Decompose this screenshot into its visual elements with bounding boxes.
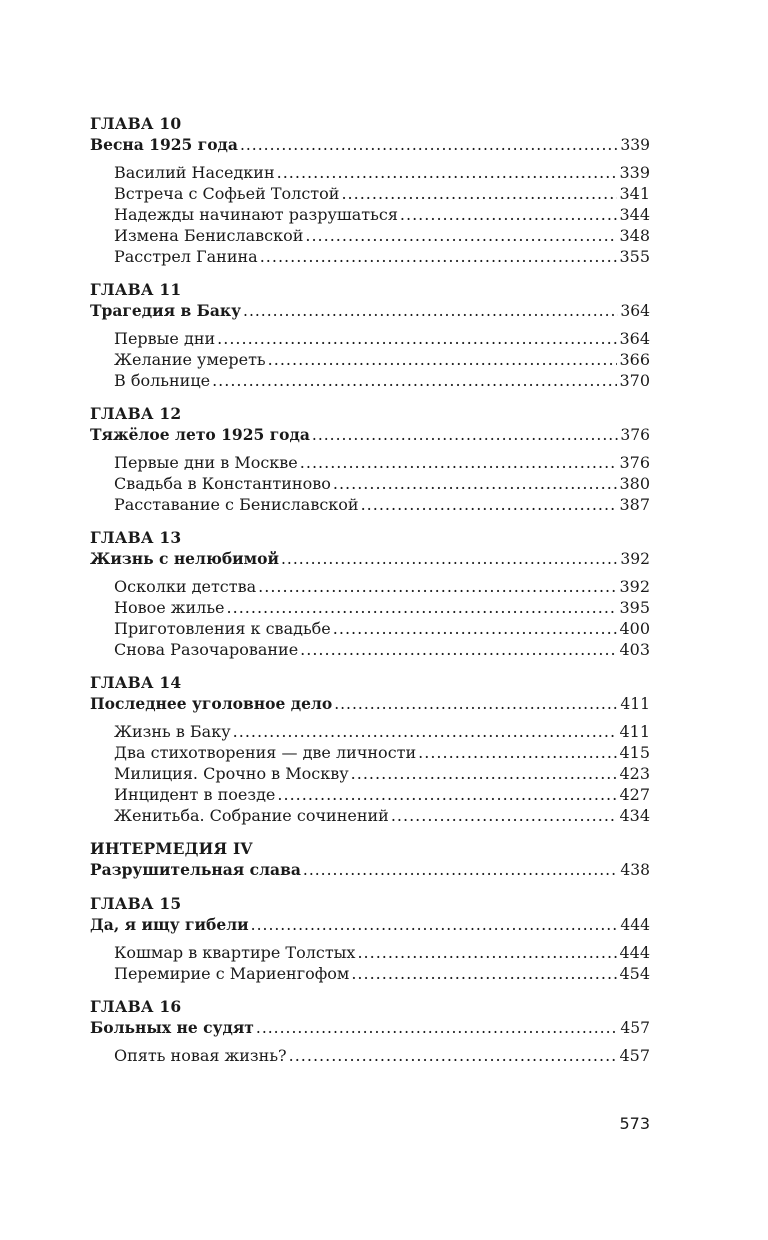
section-title: Два стихотворения — две личности [114,743,417,762]
page-ref: 427 [619,785,650,804]
chapter-label: ГЛАВА 15 [90,894,182,913]
page-ref: 434 [619,806,650,825]
dot-leader [243,301,618,322]
section-row[interactable] [90,576,650,597]
chapter-label: ГЛАВА 14 [90,673,182,692]
section-row[interactable] [90,370,650,391]
page-ref: 387 [619,495,650,514]
toc-chapter [90,996,650,1066]
page-ref: 457 [619,1046,650,1065]
page-number: 573 [619,1114,650,1133]
section-title: Измена Бениславской [114,226,304,245]
chapter-label: ГЛАВА 13 [90,528,182,547]
chapter-label: ГЛАВА 12 [90,404,182,423]
dot-leader [268,349,618,370]
chapter-title: Больных не судят [90,1018,254,1037]
dot-leader [260,246,618,267]
page-ref: 438 [620,861,650,879]
chapter-label: ИНТЕРМЕДИЯ IV [90,839,253,858]
dot-leader [217,328,617,349]
dot-leader [233,721,618,742]
dot-leader [258,576,617,597]
toc-chapter [90,279,650,391]
page-ref: 411 [619,722,650,741]
page-ref: 348 [619,226,650,245]
chapter-title: Последнее уголовное дело [90,694,333,713]
page-ref: 339 [619,163,650,182]
page-ref: 423 [619,764,650,783]
dot-leader [240,135,618,156]
page-ref: 403 [619,640,650,659]
dot-leader [341,183,617,204]
section-row[interactable] [90,963,650,984]
section-title: Надежды начинают разрушаться [114,205,398,224]
section-row[interactable] [90,805,650,826]
section-row[interactable] [90,618,650,639]
toc-chapter [90,838,650,881]
page-ref: 344 [619,205,650,224]
toc-chapter [90,527,650,660]
section-row[interactable] [90,183,650,204]
section-title: Василий Наседкин [114,163,275,182]
section-row[interactable] [90,742,650,763]
dot-leader [227,597,618,618]
chapter-label: ГЛАВА 16 [90,997,182,1016]
section-title: Жизнь в Баку [114,722,231,741]
section-title: Инцидент в поезде [114,785,276,804]
toc-chapter [90,113,650,267]
section-title: Женитьба. Собрание сочинений [114,806,389,825]
dot-leader [418,742,617,763]
section-row[interactable] [90,473,650,494]
page-ref: 341 [619,184,650,203]
section-title: Опять новая жизнь? [114,1046,287,1065]
page-ref: 380 [619,474,650,493]
page-ref: 415 [619,743,650,762]
toc-chapter [90,403,650,515]
chapter-title-row[interactable] [90,300,650,322]
dot-leader [312,425,619,446]
chapter-title-row[interactable] [90,424,650,446]
page-ref: 355 [619,247,650,266]
dot-leader [357,942,617,963]
page-ref: 444 [620,916,650,934]
dot-leader [303,860,619,881]
chapter-title: Тяжёлое лето 1925 года [90,425,310,444]
dot-leader [289,1045,618,1066]
section-title: Расставание с Бениславской [114,495,359,514]
dot-leader [305,225,617,246]
page-ref: 370 [619,371,650,390]
chapter-title: Да, я ищу гибели [90,915,249,934]
section-title: Новое жилье [114,598,225,617]
page-ref: 366 [619,350,650,369]
section-title: Осколки детства [114,577,257,596]
section-title: В больнице [114,371,211,390]
section-row[interactable] [90,225,650,246]
page-ref: 411 [620,695,650,713]
chapter-label: ГЛАВА 10 [90,114,182,133]
dot-leader [333,473,618,494]
page-ref: 395 [619,598,650,617]
toc-chapter [90,893,650,984]
section-title: Первые дни в Москве [114,453,298,472]
page-ref: 339 [620,136,650,154]
section-title: Свадьба в Константиново [114,474,331,493]
section-row[interactable] [90,162,650,183]
chapter-title: Жизнь с нелюбимой [90,549,279,568]
page-ref: 392 [620,550,650,568]
chapter-label: ГЛАВА 11 [90,280,182,299]
dot-leader [391,805,618,826]
section-row[interactable] [90,942,650,963]
table-of-contents [90,113,650,1078]
dot-leader [277,784,617,805]
dot-leader [300,639,617,660]
page-ref: 400 [619,619,650,638]
page-ref: 454 [619,964,650,983]
page-ref: 444 [619,943,650,962]
section-row[interactable] [90,328,650,349]
dot-leader [351,763,618,784]
dot-leader [277,162,618,183]
dot-leader [256,1018,619,1039]
section-title: Кошмар в квартире Толстых [114,943,356,962]
chapter-title-row[interactable] [90,1017,650,1039]
chapter-title: Весна 1925 года [90,135,238,154]
section-row[interactable] [90,349,650,370]
page-ref: 376 [619,453,650,472]
chapter-title: Разрушительная слава [90,860,301,879]
chapter-title-row[interactable] [90,914,650,936]
page-ref: 376 [620,426,650,444]
section-row[interactable] [90,246,650,267]
page-ref: 457 [620,1019,650,1037]
page-ref: 392 [619,577,650,596]
section-row[interactable] [90,784,650,805]
section-title: Расстрел Ганина [114,247,258,266]
section-title: Перемирие с Мариенгофом [114,964,350,983]
dot-leader [251,915,619,936]
dot-leader [334,694,618,715]
section-title: Желание умереть [114,350,266,369]
dot-leader [212,370,617,391]
dot-leader [400,204,618,225]
section-row[interactable] [90,494,650,515]
section-row[interactable] [90,204,650,225]
chapter-title-row[interactable] [90,859,650,881]
dot-leader [300,452,618,473]
section-title: Милиция. Срочно в Москву [114,764,349,783]
section-row[interactable] [90,721,650,742]
section-title: Встреча с Софьей Толстой [114,184,340,203]
section-title: Снова Разочарование [114,640,299,659]
chapter-title: Трагедия в Баку [90,301,242,320]
section-row[interactable] [90,763,650,784]
dot-leader [333,618,618,639]
chapter-title-row[interactable] [90,134,650,156]
toc-chapter [90,672,650,826]
section-row[interactable] [90,639,650,660]
section-row[interactable] [90,597,650,618]
page-ref: 364 [620,302,650,320]
dot-leader [361,494,618,515]
section-title: Приготовления к свадьбе [114,619,331,638]
section-row[interactable] [90,452,650,473]
dot-leader [351,963,617,984]
page-ref: 364 [619,329,650,348]
section-row[interactable] [90,1045,650,1066]
chapter-title-row[interactable] [90,693,650,715]
chapter-title-row[interactable] [90,548,650,570]
dot-leader [281,549,618,570]
section-title: Первые дни [114,329,216,348]
